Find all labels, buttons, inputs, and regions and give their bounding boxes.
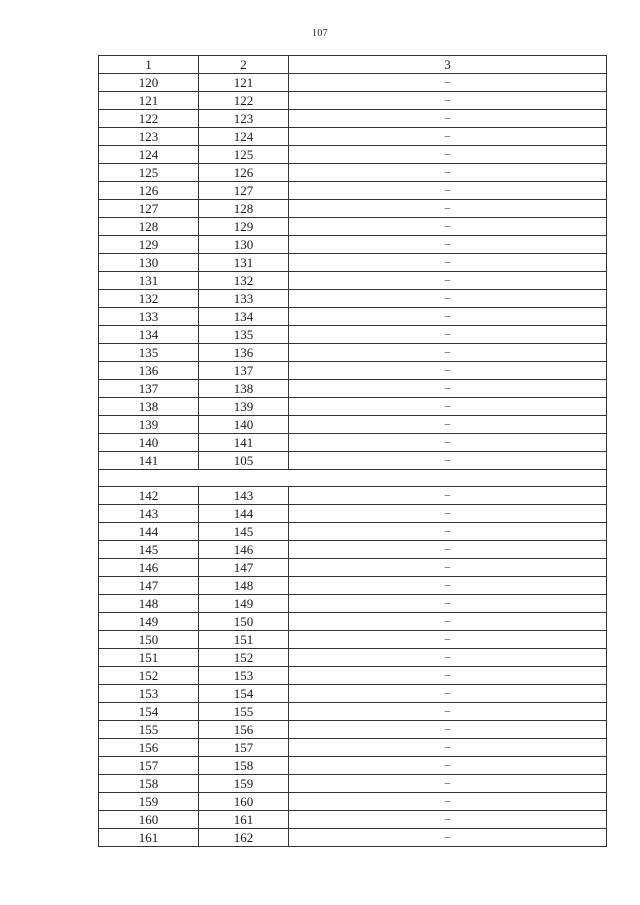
- table-row: [99, 92, 607, 110]
- table-row: [99, 559, 607, 577]
- table-cell-col-3: –: [289, 505, 607, 523]
- table-cell-col-3: –: [289, 613, 607, 631]
- table-cell-col-1: 156: [99, 739, 199, 757]
- table-cell-col-1: 120: [99, 74, 199, 92]
- table-cell-col-1: 131: [99, 272, 199, 290]
- column-header-3: 3: [289, 56, 607, 74]
- table-cell-col-2: 131: [199, 254, 289, 272]
- table-cell-col-1: 144: [99, 523, 199, 541]
- table-cell-col-2: 157: [199, 739, 289, 757]
- table-cell-col-3: –: [289, 434, 607, 452]
- table-row: [99, 667, 607, 685]
- table-cell-col-2: 124: [199, 128, 289, 146]
- table-cell-col-1: 147: [99, 577, 199, 595]
- table-row: [99, 380, 607, 398]
- table-row: [99, 290, 607, 308]
- table-cell-col-3: –: [289, 254, 607, 272]
- table-cell-col-2: 133: [199, 290, 289, 308]
- table-cell-col-2: 123: [199, 110, 289, 128]
- table-cell-col-3: –: [289, 326, 607, 344]
- table-cell-col-1: 157: [99, 757, 199, 775]
- table-row: [99, 541, 607, 559]
- table-row: [99, 128, 607, 146]
- table-cell-col-2: 138: [199, 380, 289, 398]
- table-cell-col-1: 121: [99, 92, 199, 110]
- table-cell-col-1: 146: [99, 559, 199, 577]
- table-cell-col-3: –: [289, 182, 607, 200]
- table-cell-col-2: 126: [199, 164, 289, 182]
- table-row: [99, 452, 607, 470]
- table-cell-col-3: –: [289, 74, 607, 92]
- data-table: [98, 55, 607, 847]
- table-cell-col-3: –: [289, 775, 607, 793]
- table-cell-col-3: –: [289, 452, 607, 470]
- table-cell-col-2: 162: [199, 829, 289, 847]
- table-row: [99, 254, 607, 272]
- table-row: [99, 146, 607, 164]
- table-cell-col-1: 160: [99, 811, 199, 829]
- table-cell-col-3: –: [289, 703, 607, 721]
- column-header-2: 2: [199, 56, 289, 74]
- table-cell-col-1: 124: [99, 146, 199, 164]
- table-cell-col-2: 121: [199, 74, 289, 92]
- table-header: [99, 56, 607, 74]
- table-row: [99, 398, 607, 416]
- table-cell-col-2: 160: [199, 793, 289, 811]
- table-cell-col-1: 145: [99, 541, 199, 559]
- table-cell-col-3: –: [289, 631, 607, 649]
- table-row: [99, 182, 607, 200]
- table-row: [99, 505, 607, 523]
- table-row: [99, 631, 607, 649]
- table-cell-col-3: –: [289, 110, 607, 128]
- table-row: [99, 775, 607, 793]
- table-row: [99, 523, 607, 541]
- table-cell-col-1: 152: [99, 667, 199, 685]
- table-cell-col-1: 125: [99, 164, 199, 182]
- table-cell-col-2: 132: [199, 272, 289, 290]
- table-cell-col-1: 129: [99, 236, 199, 254]
- table-cell-col-3: –: [289, 146, 607, 164]
- table-cell-col-2: 139: [199, 398, 289, 416]
- table-row: [99, 362, 607, 380]
- table-row: [99, 685, 607, 703]
- table-cell-col-3: –: [289, 290, 607, 308]
- table-cell-col-3: –: [289, 272, 607, 290]
- table-cell-col-3: –: [289, 398, 607, 416]
- table-cell-col-3: –: [289, 541, 607, 559]
- column-header-1: 1: [99, 56, 199, 74]
- table-cell-col-3: –: [289, 92, 607, 110]
- table-cell-col-1: 140: [99, 434, 199, 452]
- table-cell-col-3: –: [289, 649, 607, 667]
- table-cell-col-1: 128: [99, 218, 199, 236]
- table-cell-col-1: 158: [99, 775, 199, 793]
- table-cell-col-3: –: [289, 362, 607, 380]
- table-cell-col-2: 150: [199, 613, 289, 631]
- table-cell-col-2: 129: [199, 218, 289, 236]
- table-row: [99, 739, 607, 757]
- table-cell-col-3: –: [289, 739, 607, 757]
- table-cell-col-2: 141: [199, 434, 289, 452]
- table-row: [99, 272, 607, 290]
- table-cell-col-1: 141: [99, 452, 199, 470]
- table-cell-col-1: 143: [99, 505, 199, 523]
- table-cell-col-1: 137: [99, 380, 199, 398]
- table-cell-col-1: 133: [99, 308, 199, 326]
- table-cell-col-1: 126: [99, 182, 199, 200]
- table-cell-col-2: 140: [199, 416, 289, 434]
- table-cell-col-3: –: [289, 344, 607, 362]
- table-row: [99, 829, 607, 847]
- table-cell-col-2: 153: [199, 667, 289, 685]
- table-cell-col-3: –: [289, 308, 607, 326]
- table-row: [99, 74, 607, 92]
- table-cell-col-1: 127: [99, 200, 199, 218]
- table-cell-col-3: –: [289, 811, 607, 829]
- table-cell-col-2: 146: [199, 541, 289, 559]
- header-row: [99, 56, 607, 74]
- table-row: [99, 577, 607, 595]
- table-row: [99, 416, 607, 434]
- table-cell-col-2: 128: [199, 200, 289, 218]
- table-cell-col-3: –: [289, 380, 607, 398]
- table-row: [99, 110, 607, 128]
- table-cell-col-1: 150: [99, 631, 199, 649]
- table-cell-col-2: 158: [199, 757, 289, 775]
- table-cell-col-2: 143: [199, 487, 289, 505]
- table-cell-col-2: 154: [199, 685, 289, 703]
- table-row: [99, 757, 607, 775]
- table-cell-col-1: 123: [99, 128, 199, 146]
- table-cell-col-2: 105: [199, 452, 289, 470]
- table-cell-col-1: 138: [99, 398, 199, 416]
- table-row: [99, 326, 607, 344]
- table-cell-col-2: 134: [199, 308, 289, 326]
- table-row: [99, 721, 607, 739]
- table-cell-col-3: –: [289, 559, 607, 577]
- table-row: [99, 703, 607, 721]
- table-cell-col-3: –: [289, 829, 607, 847]
- table-row: [99, 793, 607, 811]
- table-cell-col-1: 155: [99, 721, 199, 739]
- table-row: [99, 200, 607, 218]
- table-cell-col-1: 148: [99, 595, 199, 613]
- table-cell-col-3: –: [289, 793, 607, 811]
- table-cell-col-2: 156: [199, 721, 289, 739]
- table-row: [99, 344, 607, 362]
- separator-cell: [99, 470, 607, 487]
- table-cell-col-1: 161: [99, 829, 199, 847]
- table-cell-col-3: –: [289, 595, 607, 613]
- page-number: 107: [312, 28, 328, 39]
- table-cell-col-1: 139: [99, 416, 199, 434]
- table-cell-col-3: –: [289, 416, 607, 434]
- table-cell-col-2: 159: [199, 775, 289, 793]
- table-cell-col-3: –: [289, 667, 607, 685]
- table-cell-col-3: –: [289, 577, 607, 595]
- table-cell-col-3: –: [289, 164, 607, 182]
- table-cell-col-2: 155: [199, 703, 289, 721]
- table-row: [99, 236, 607, 254]
- table-cell-col-2: 148: [199, 577, 289, 595]
- table-cell-col-3: –: [289, 487, 607, 505]
- table-cell-col-1: 154: [99, 703, 199, 721]
- table-cell-col-2: 127: [199, 182, 289, 200]
- table-cell-col-2: 161: [199, 811, 289, 829]
- table-row: [99, 595, 607, 613]
- section-separator-row: [99, 470, 607, 487]
- table-row: [99, 487, 607, 505]
- table-cell-col-3: –: [289, 523, 607, 541]
- table-cell-col-2: 125: [199, 146, 289, 164]
- table-cell-col-1: 151: [99, 649, 199, 667]
- table-row: [99, 308, 607, 326]
- table-cell-col-3: –: [289, 685, 607, 703]
- table-cell-col-2: 145: [199, 523, 289, 541]
- table-cell-col-3: –: [289, 236, 607, 254]
- table-row: [99, 434, 607, 452]
- table-cell-col-3: –: [289, 721, 607, 739]
- table-cell-col-2: 137: [199, 362, 289, 380]
- table-cell-col-1: 134: [99, 326, 199, 344]
- table-body: [99, 74, 607, 847]
- table-row: [99, 811, 607, 829]
- table-cell-col-2: 136: [199, 344, 289, 362]
- table-cell-col-1: 130: [99, 254, 199, 272]
- table-cell-col-3: –: [289, 200, 607, 218]
- table-row: [99, 613, 607, 631]
- table-row: [99, 649, 607, 667]
- table-cell-col-1: 135: [99, 344, 199, 362]
- table-cell-col-1: 159: [99, 793, 199, 811]
- table-cell-col-2: 135: [199, 326, 289, 344]
- table-cell-col-2: 151: [199, 631, 289, 649]
- table-cell-col-2: 149: [199, 595, 289, 613]
- table-cell-col-3: –: [289, 218, 607, 236]
- table-row: [99, 164, 607, 182]
- table-cell-col-1: 153: [99, 685, 199, 703]
- table-cell-col-3: –: [289, 128, 607, 146]
- table-cell-col-2: 122: [199, 92, 289, 110]
- table-row: [99, 218, 607, 236]
- table-cell-col-2: 152: [199, 649, 289, 667]
- table-cell-col-2: 147: [199, 559, 289, 577]
- table-cell-col-1: 136: [99, 362, 199, 380]
- table-cell-col-1: 142: [99, 487, 199, 505]
- table-cell-col-2: 144: [199, 505, 289, 523]
- table-cell-col-1: 132: [99, 290, 199, 308]
- table-cell-col-1: 122: [99, 110, 199, 128]
- table-cell-col-2: 130: [199, 236, 289, 254]
- table-cell-col-1: 149: [99, 613, 199, 631]
- table-cell-col-3: –: [289, 757, 607, 775]
